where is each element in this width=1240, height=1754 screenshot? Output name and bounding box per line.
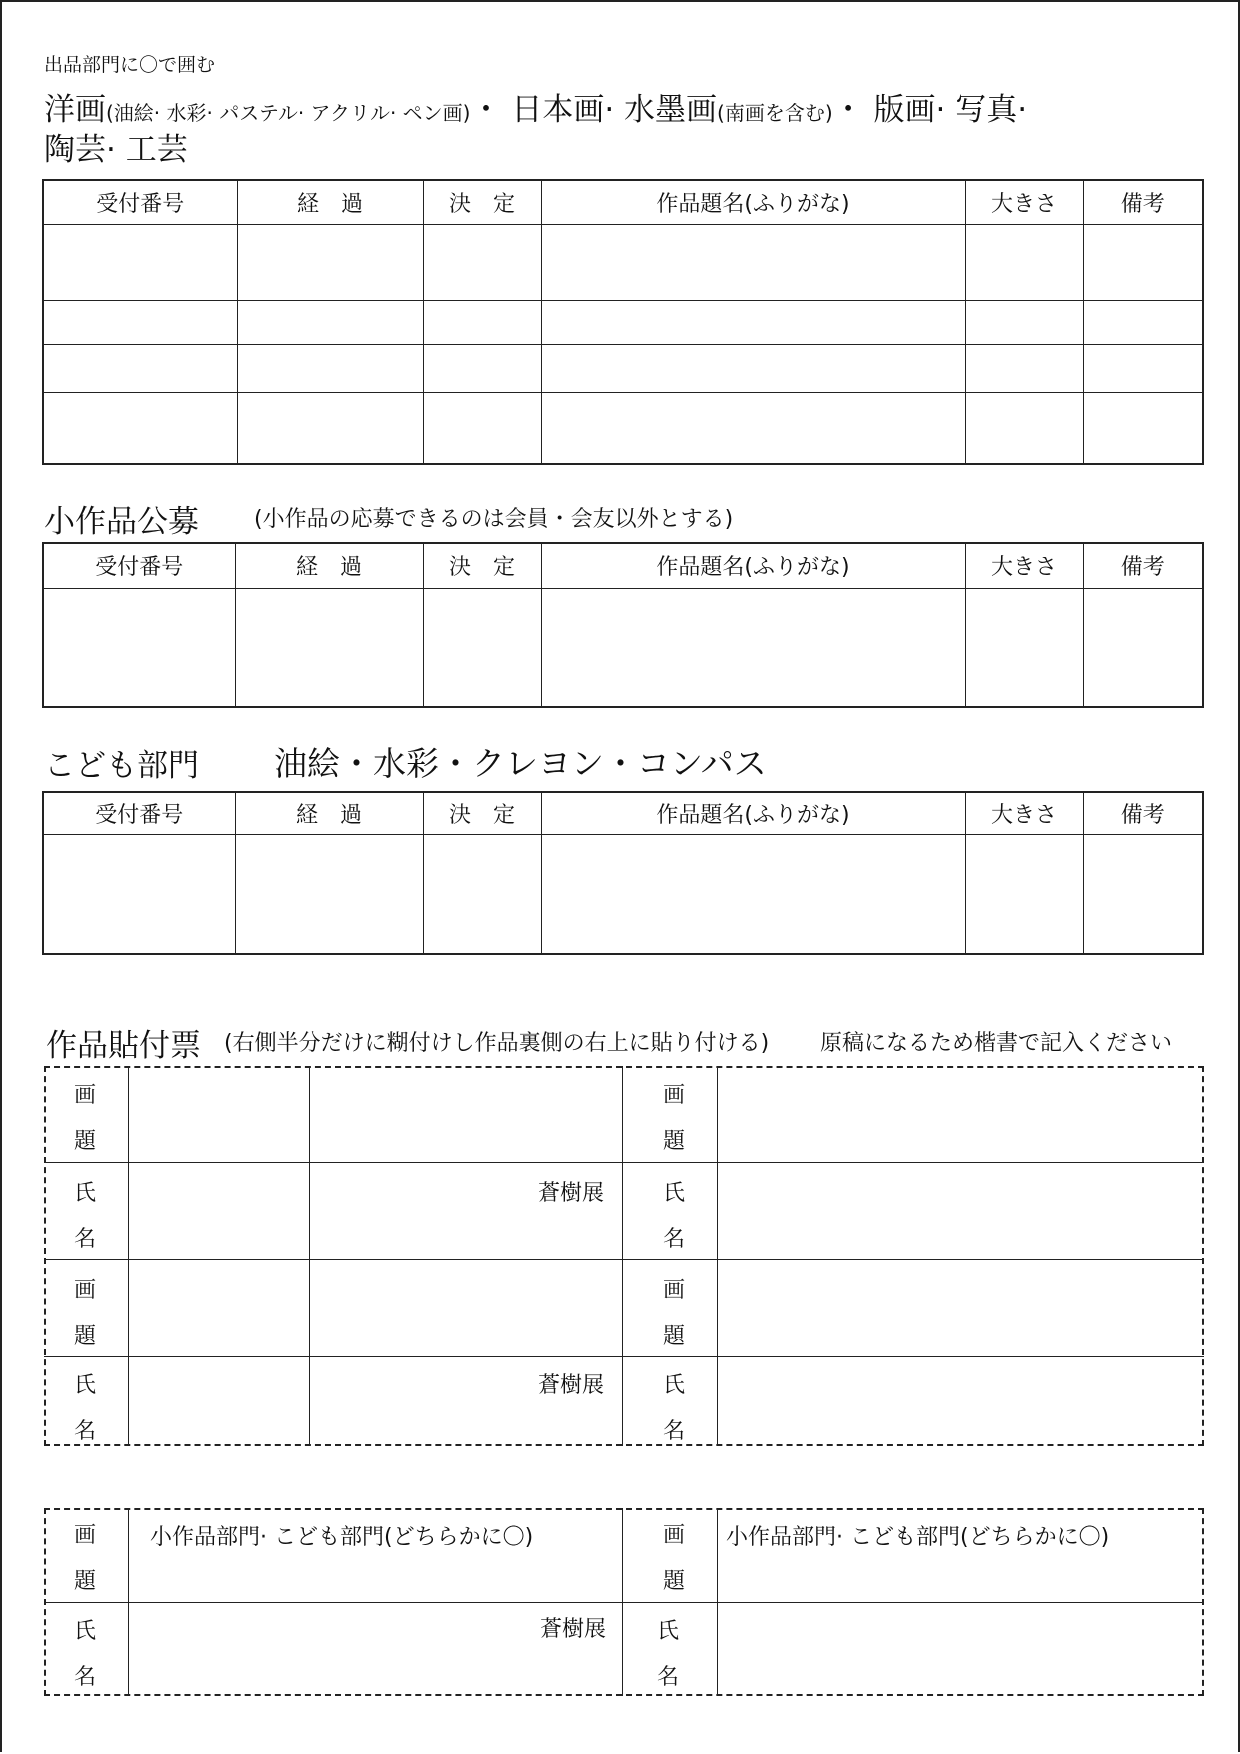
entry-cell[interactable] [541, 344, 965, 392]
entry-cell[interactable] [965, 834, 1083, 954]
header-progress: 経 過 [235, 792, 423, 834]
entry-cell[interactable] [1083, 392, 1203, 464]
label-name: 名 [662, 1419, 685, 1444]
option-ink-painting-sub: (南画を含む) [717, 101, 833, 125]
entry-cell[interactable] [423, 224, 541, 300]
label-title: 題 [73, 1569, 96, 1594]
entry-cell[interactable] [423, 344, 541, 392]
small-works-table [42, 542, 1204, 708]
entry-cell[interactable] [237, 224, 423, 300]
entry-cell[interactable] [1083, 224, 1203, 300]
label-title: 画 [662, 1523, 685, 1548]
label-name: 名 [73, 1419, 96, 1444]
tag-section-note: (右側半分だけに糊付けし作品裏側の右上に貼り付ける) [224, 1031, 770, 1056]
header-title: 作品題名(ふりがな) [541, 543, 965, 588]
division-options-line-1 [44, 84, 1027, 129]
main-entry-table [42, 179, 1204, 465]
entry-cell[interactable] [237, 344, 423, 392]
entry-cell[interactable] [237, 392, 423, 464]
table-row [43, 344, 1203, 392]
label-name: 氏 [662, 1373, 685, 1398]
label-title: 題 [73, 1129, 96, 1154]
table-row [43, 588, 1203, 707]
label-name: 名 [73, 1665, 96, 1690]
entry-cell[interactable] [541, 834, 965, 954]
option-photo: 写真· [955, 92, 1028, 128]
label-title: 画 [73, 1083, 96, 1108]
label-name: 名 [73, 1227, 96, 1252]
header-size: 大きさ [965, 792, 1083, 834]
entry-cell[interactable] [43, 300, 237, 344]
option-western-painting-sub: (油絵· 水彩· パステル· アクリル· ペン画) [106, 101, 471, 125]
entry-cell[interactable] [541, 300, 965, 344]
label-title: 題 [73, 1324, 96, 1349]
option-western-painting: 洋画 [44, 92, 106, 128]
header-receipt-number: 受付番号 [43, 792, 235, 834]
header-size: 大きさ [965, 180, 1083, 224]
header-title: 作品題名(ふりがな) [541, 180, 965, 224]
entry-cell[interactable] [423, 588, 541, 707]
label-title: 画 [662, 1278, 685, 1303]
entry-cell[interactable] [43, 392, 237, 464]
label-name: 氏 [662, 1181, 685, 1206]
header-size: 大きさ [965, 543, 1083, 588]
children-categories: 油絵・水彩・クレヨン・コンパス [274, 744, 767, 783]
label-name: 氏 [73, 1181, 96, 1206]
entry-cell[interactable] [43, 834, 235, 954]
separator: ・ [832, 92, 864, 128]
label-name: 氏 [73, 1619, 96, 1644]
label-name: 氏 [73, 1373, 96, 1398]
small-works-note: (小作品の応募できるのは会員・会友以外とする) [254, 507, 734, 532]
header-title: 作品題名(ふりがな) [541, 792, 965, 834]
entry-cell[interactable] [541, 224, 965, 300]
table-row [43, 834, 1203, 954]
entry-cell[interactable] [965, 392, 1083, 464]
entry-cell[interactable] [235, 588, 423, 707]
entry-cell[interactable] [965, 344, 1083, 392]
division-options-line-2: 陶芸· 工芸 [44, 132, 188, 168]
entry-cell[interactable] [235, 834, 423, 954]
header-receipt-number: 受付番号 [43, 180, 237, 224]
header-receipt-number: 受付番号 [43, 543, 235, 588]
header-remarks: 備考 [1083, 792, 1203, 834]
separator: ・ [470, 92, 502, 128]
exhibition-name: 蒼樹展 [538, 1373, 605, 1398]
entry-cell[interactable] [237, 300, 423, 344]
label-title: 題 [662, 1129, 685, 1154]
entry-cell[interactable] [1083, 300, 1203, 344]
exhibition-name: 蒼樹展 [538, 1181, 605, 1206]
division-choice: 小作品部門· こども部門(どちらかに〇) [726, 1525, 1110, 1550]
table-row [43, 392, 1203, 464]
children-table [42, 791, 1204, 955]
entry-cell[interactable] [43, 588, 235, 707]
entry-cell[interactable] [423, 300, 541, 344]
entry-cell[interactable] [1083, 344, 1203, 392]
entry-cell[interactable] [965, 224, 1083, 300]
label-title: 画 [73, 1278, 96, 1303]
label-title: 題 [662, 1324, 685, 1349]
entry-cell[interactable] [965, 588, 1083, 707]
table-row [43, 300, 1203, 344]
header-decision: 決 定 [423, 792, 541, 834]
table-row [43, 224, 1203, 300]
exhibition-name: 蒼樹展 [540, 1617, 607, 1642]
entry-cell[interactable] [541, 588, 965, 707]
entry-cell[interactable] [43, 344, 237, 392]
header-progress: 経 過 [235, 543, 423, 588]
label-name: 名 [656, 1665, 679, 1690]
entry-cell[interactable] [541, 392, 965, 464]
division-instruction: 出品部門に〇で囲む [44, 54, 216, 76]
label-name: 名 [662, 1227, 685, 1252]
artwork-tag-block [44, 1066, 1204, 1446]
entry-cell[interactable] [1083, 834, 1203, 954]
label-title: 画 [73, 1523, 96, 1548]
entry-cell[interactable] [1083, 588, 1203, 707]
label-name: 氏 [656, 1619, 679, 1644]
entry-cell[interactable] [423, 392, 541, 464]
entry-cell[interactable] [423, 834, 541, 954]
option-print: 版画· [873, 92, 946, 128]
small-works-title: 小作品公募 [44, 504, 199, 540]
header-remarks: 備考 [1083, 180, 1203, 224]
header-decision: 決 定 [423, 543, 541, 588]
children-title: こども部門 [44, 748, 199, 784]
entry-cell[interactable] [43, 224, 237, 300]
header-progress: 経 過 [237, 180, 423, 224]
label-title: 画 [662, 1083, 685, 1108]
header-decision: 決 定 [423, 180, 541, 224]
label-title: 題 [662, 1569, 685, 1594]
option-ink-painting: 水墨画 [624, 92, 718, 128]
division-choice: 小作品部門· こども部門(どちらかに〇) [150, 1525, 534, 1550]
option-japanese-painting: 日本画· [511, 92, 615, 128]
header-remarks: 備考 [1083, 543, 1203, 588]
entry-cell[interactable] [965, 300, 1083, 344]
tag-section-title: 作品貼付票 [46, 1028, 201, 1064]
tag-section-note-2: 原稿になるため楷書で記入ください [820, 1031, 1173, 1056]
